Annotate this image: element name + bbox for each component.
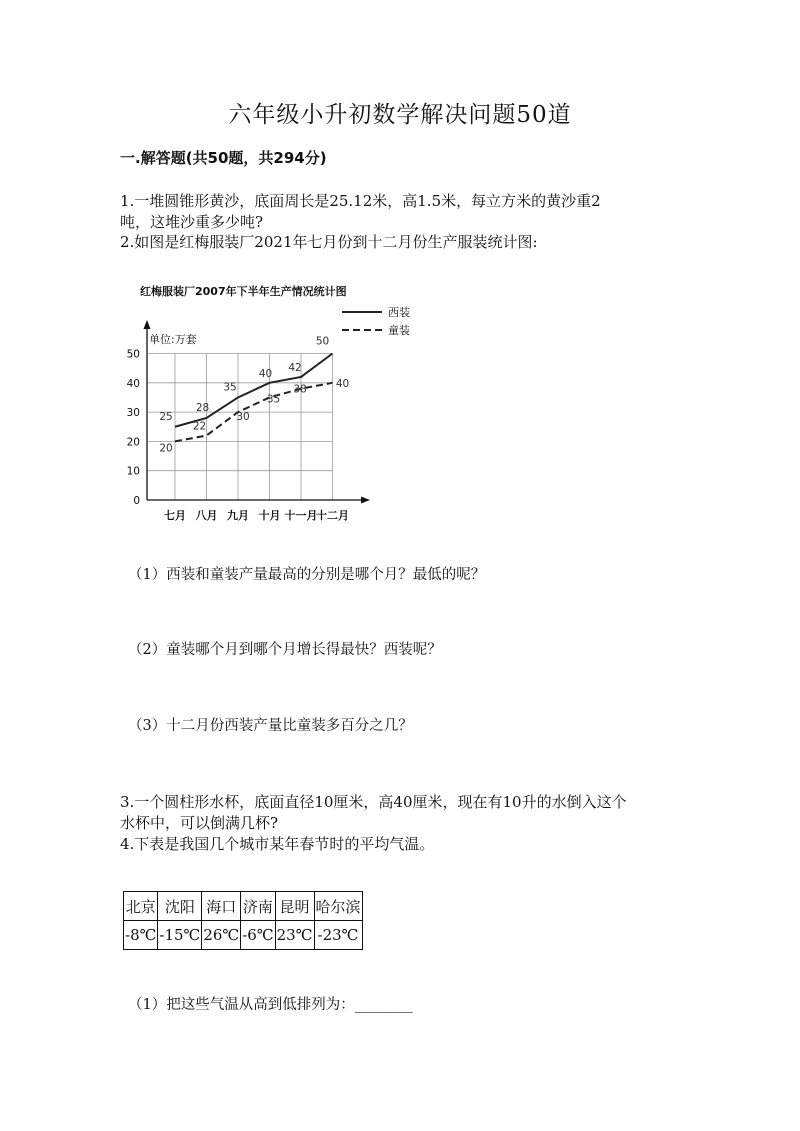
q4-sub1: （1）把这些气温从高到低排列为：________ xyxy=(128,997,413,1013)
y-axis-arrow xyxy=(144,320,151,329)
y-tick-label: 20 xyxy=(126,436,140,449)
x-axis-arrow xyxy=(361,497,370,504)
temp-cell: -6℃ xyxy=(241,921,275,950)
chart-grid xyxy=(147,354,333,501)
y-tick-label: 40 xyxy=(126,377,140,390)
q3-line2: 水杯中，可以倒满几杯? xyxy=(120,814,279,832)
chart-title: 红梅服装厂2007年下半年生产情况统计图 xyxy=(140,285,347,298)
data-label: 25 xyxy=(159,410,173,423)
data-label: 35 xyxy=(266,393,281,406)
q2-sub1: （1）西装和童装产量最高的分别是哪个月？最低的呢？ xyxy=(128,567,486,583)
data-label: 40 xyxy=(258,367,273,380)
q3-line1: 3.一个圆柱形水杯，底面直径10厘米，高40厘米，现在有10升的水倒入这个 xyxy=(120,793,627,811)
city-row xyxy=(124,892,363,921)
city-cell: 济南 xyxy=(241,892,275,921)
y-tick-label: 50 xyxy=(126,348,140,361)
section-heading: 一.解答题(共50题，共294分) xyxy=(120,149,327,167)
x-tick-label: 十二月 xyxy=(316,509,349,522)
legend-label: 童装 xyxy=(388,324,410,337)
city-cell: 沈阳 xyxy=(158,892,202,921)
x-tick-label: 十月 xyxy=(258,509,281,522)
temp-cell: -8℃ xyxy=(124,921,158,950)
chart-unit-label: 单位:万套 xyxy=(149,333,197,346)
q1-line1: 1.一堆圆锥形黄沙，底面周长是25.12米，高1.5米，每立方米的黄沙重2 xyxy=(120,192,601,210)
data-label: 35 xyxy=(223,381,237,394)
series-line-0 xyxy=(175,354,333,427)
temperature-table xyxy=(123,891,363,950)
data-label: 22 xyxy=(192,420,207,433)
x-tick-label: 七月 xyxy=(164,509,186,522)
temp-cell: 23℃ xyxy=(275,921,314,950)
city-cell: 海口 xyxy=(202,892,241,921)
data-label: 28 xyxy=(195,401,210,414)
q1-line2: 吨，这堆沙重多少吨? xyxy=(120,213,264,231)
q2-sub2: （2）童装哪个月到哪个月增长得最快？西装呢？ xyxy=(128,642,442,658)
data-label: 50 xyxy=(315,335,330,348)
x-tick-label: 十一月 xyxy=(284,509,318,522)
temp-row xyxy=(124,921,363,950)
temp-cell: 26℃ xyxy=(202,921,241,950)
q2-sub3: （3）十二月份西装产量比童装多百分之几？ xyxy=(128,718,413,734)
data-label: 42 xyxy=(288,361,302,374)
q4-text: 4.下表是我国几个城市某年春节时的平均气温。 xyxy=(120,835,435,853)
chart-legend xyxy=(342,305,410,337)
temp-cell: -15℃ xyxy=(158,921,202,950)
y-tick-label: 30 xyxy=(126,407,140,420)
legend-label: 西装 xyxy=(388,306,410,319)
temp-cell: -23℃ xyxy=(314,921,362,950)
data-label: 38 xyxy=(293,383,307,396)
data-label: 40 xyxy=(335,377,350,390)
q2-text: 2.如图是红梅服装厂2021年七月份到十二月份生产服装统计图: xyxy=(120,233,538,251)
production-line-chart xyxy=(120,278,410,532)
x-tick-label: 八月 xyxy=(195,509,218,522)
x-tick-label: 九月 xyxy=(227,509,249,522)
page-title: 六年级小升初数学解决问题50道 xyxy=(228,102,572,128)
city-cell: 北京 xyxy=(124,892,158,921)
y-tick-label: 0 xyxy=(133,495,140,507)
data-label: 30 xyxy=(236,411,250,424)
data-label: 20 xyxy=(159,442,173,455)
city-cell: 昆明 xyxy=(275,892,314,921)
city-cell: 哈尔滨 xyxy=(314,892,362,921)
y-tick-label: 10 xyxy=(126,465,140,478)
